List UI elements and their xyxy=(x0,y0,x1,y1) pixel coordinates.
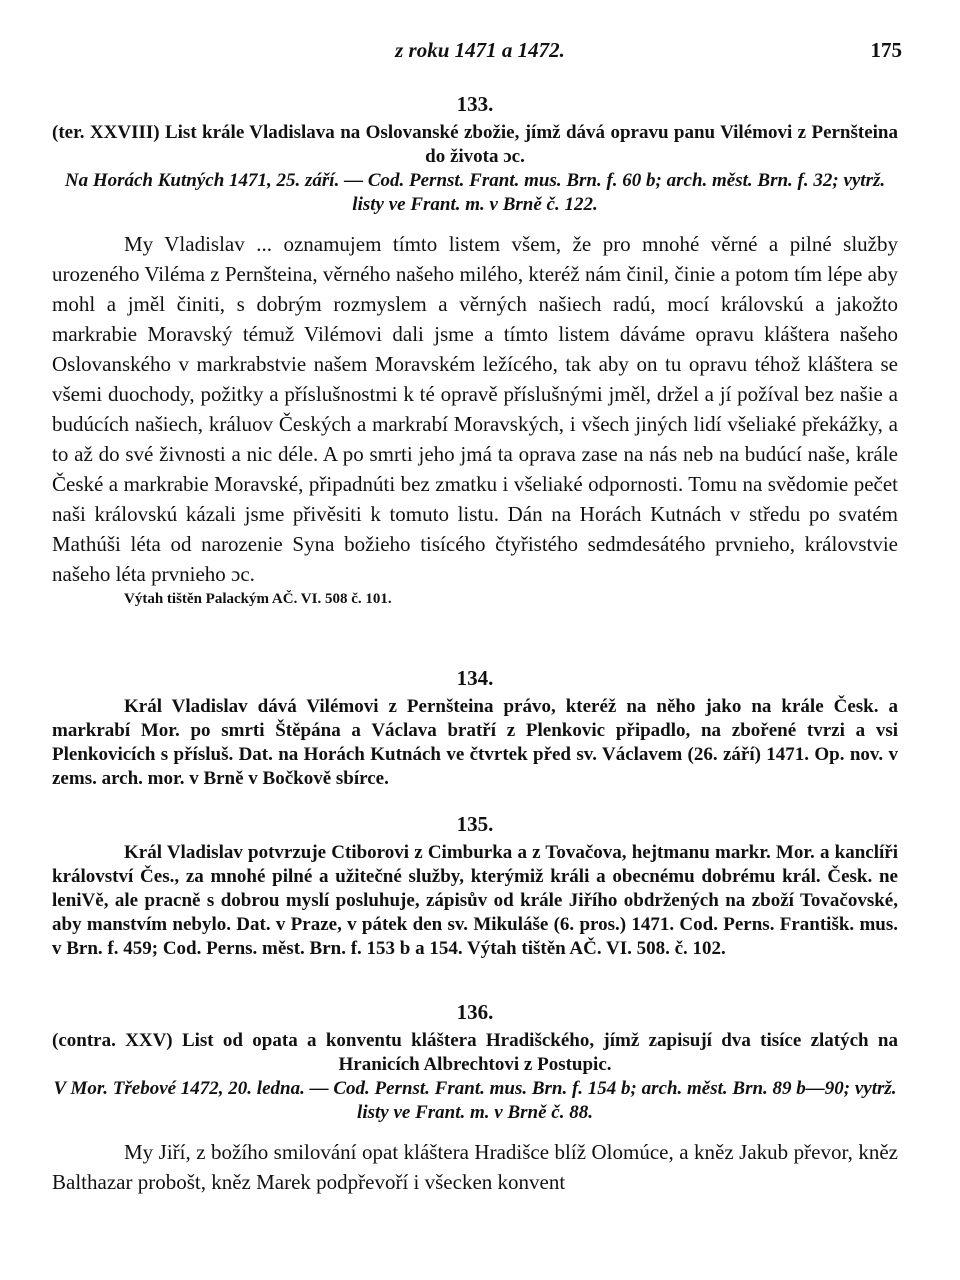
document-summary: Král Vladislav dává Vilémovi z Pernšteina právo, kteréž na něho jako na krále Česk. a markrabí Mor. po smrti Štěpána a Václava bratří z Plenkovic připadlo, na zbořené tvrzi a vsi Plenkovicích s přísluš. Dat. na Horách Kutnách ve čtvrtek před sv. Václavem (26. září) 1471. Op. nov. v zems. arch. mor. v Brně v Bočkově sbírce. xyxy=(52,696,898,789)
document-135 xyxy=(52,812,898,961)
running-header xyxy=(0,38,960,68)
document-text: My Vladislav ... oznamujem tímto listem všem, že pro mnohé věrné a pilné služby urozeného Viléma z Pernšteina, věrného našeho milého, kteréž nám činil, činie a potom tím lépe aby mohl a jměl činiti, s dobrým rozmyslem a věrných našiech radú, mocí královskú a jakožto markrabie Moravský témuž Vilémovi dali jsme a tímto listem dáváme opravu kláštera našeho Oslovanského v markrabstvie našem Moravském ležícého, tak aby on tu opravu téhož kláštera se všemi duochody, požitky a příslušnostmi k té opravě příslušnými jměl, držel a jí požíval bez našie a budúcích našiech, králuov Českých a markrabí Moravských, i všech jiných lidí všeliaké překážky, a to až do své živnosti a nic déle. A po smrti jeho jmá ta oprava zase na nás neb na budúcí naše, krále České a markrabie Moravské, připadnúti bez zmatku i všeliaké odpornosti. Tomu na svědomie pečet naši královskú kázali jsme přivěsiti k tomuto listu. Dán na Horách Kutnách v středu po svatém Mathúši léta od narozenie Syna božieho tisícého čtyřistého sedmdesátého prvnieho, královstvie našeho léta prvnieho ɔc. xyxy=(52,232,898,586)
document-133 xyxy=(52,92,898,608)
document-number: 134. xyxy=(456,666,494,690)
document-heading: (contra. XXV) List od opata a konventu kláštera Hradišckého, jímž zapisují dva tisíce zlatých na Hranicích Albrechtovi z Postupic. xyxy=(52,1030,898,1075)
document-text: My Jiří, z božího smilování opat kláštera Hradišce blíž Olomúce, a kněz Jakub převor, kněz Balthazar probošt, kněz Marek podpřevoří i všecken konvent xyxy=(52,1140,898,1194)
document-number: 136. xyxy=(456,1000,494,1024)
page-number: 175 xyxy=(870,38,902,62)
document-number: 133. xyxy=(456,92,494,116)
document-134 xyxy=(52,666,898,791)
document-heading: (ter. XXVIII) List krále Vladislava na Oslovanské zbožie, jímž dává opravu panu Vilémovi z Pernšteina do života ɔc. xyxy=(52,122,898,167)
document-136 xyxy=(52,1000,898,1197)
document-source: V Mor. Třebové 1472, 20. ledna. — Cod. Pernst. Frant. mus. Brn. f. 154 b; arch. měst. Brn. 89 b—90; vytrž. listy ve Frant. m. v Brně č. 88. xyxy=(53,1078,897,1123)
running-header-title: z roku 1471 a 1472. xyxy=(395,38,565,62)
document-number: 135. xyxy=(456,812,494,836)
document-summary: Král Vladislav potvrzuje Ctiborovi z Cimburka a z Tovačova, hejtmanu markr. Mor. a kanclíři království Čes., za mnohé pilné a užitečné služby, kterýmiž králi a obecnému dobrému král. Česk. ne leniVě, ale pracně s dobrou myslí posluhuje, zápisův od krále Jiřího obdržených na zboží Tovačovské, aby manstvím nebylo. Dat. v Praze, v pátek den sv. Mikuláše (6. pros.) 1471. Cod. Perns. Františk. mus. v Brn. f. 459; Cod. Perns. měst. Brn. f. 153 b a 154. Výtah tištěn AČ. VI. 508. č. 102. xyxy=(52,842,898,959)
document-note: Výtah tištěn Palackým AČ. VI. 508 č. 101. xyxy=(124,591,392,607)
document-source: Na Horách Kutných 1471, 25. září. — Cod. Pernst. Frant. mus. Brn. f. 60 b; arch. měst. Brn. f. 32; vytrž. listy ve Frant. m. v Brně č. 122. xyxy=(64,170,886,215)
